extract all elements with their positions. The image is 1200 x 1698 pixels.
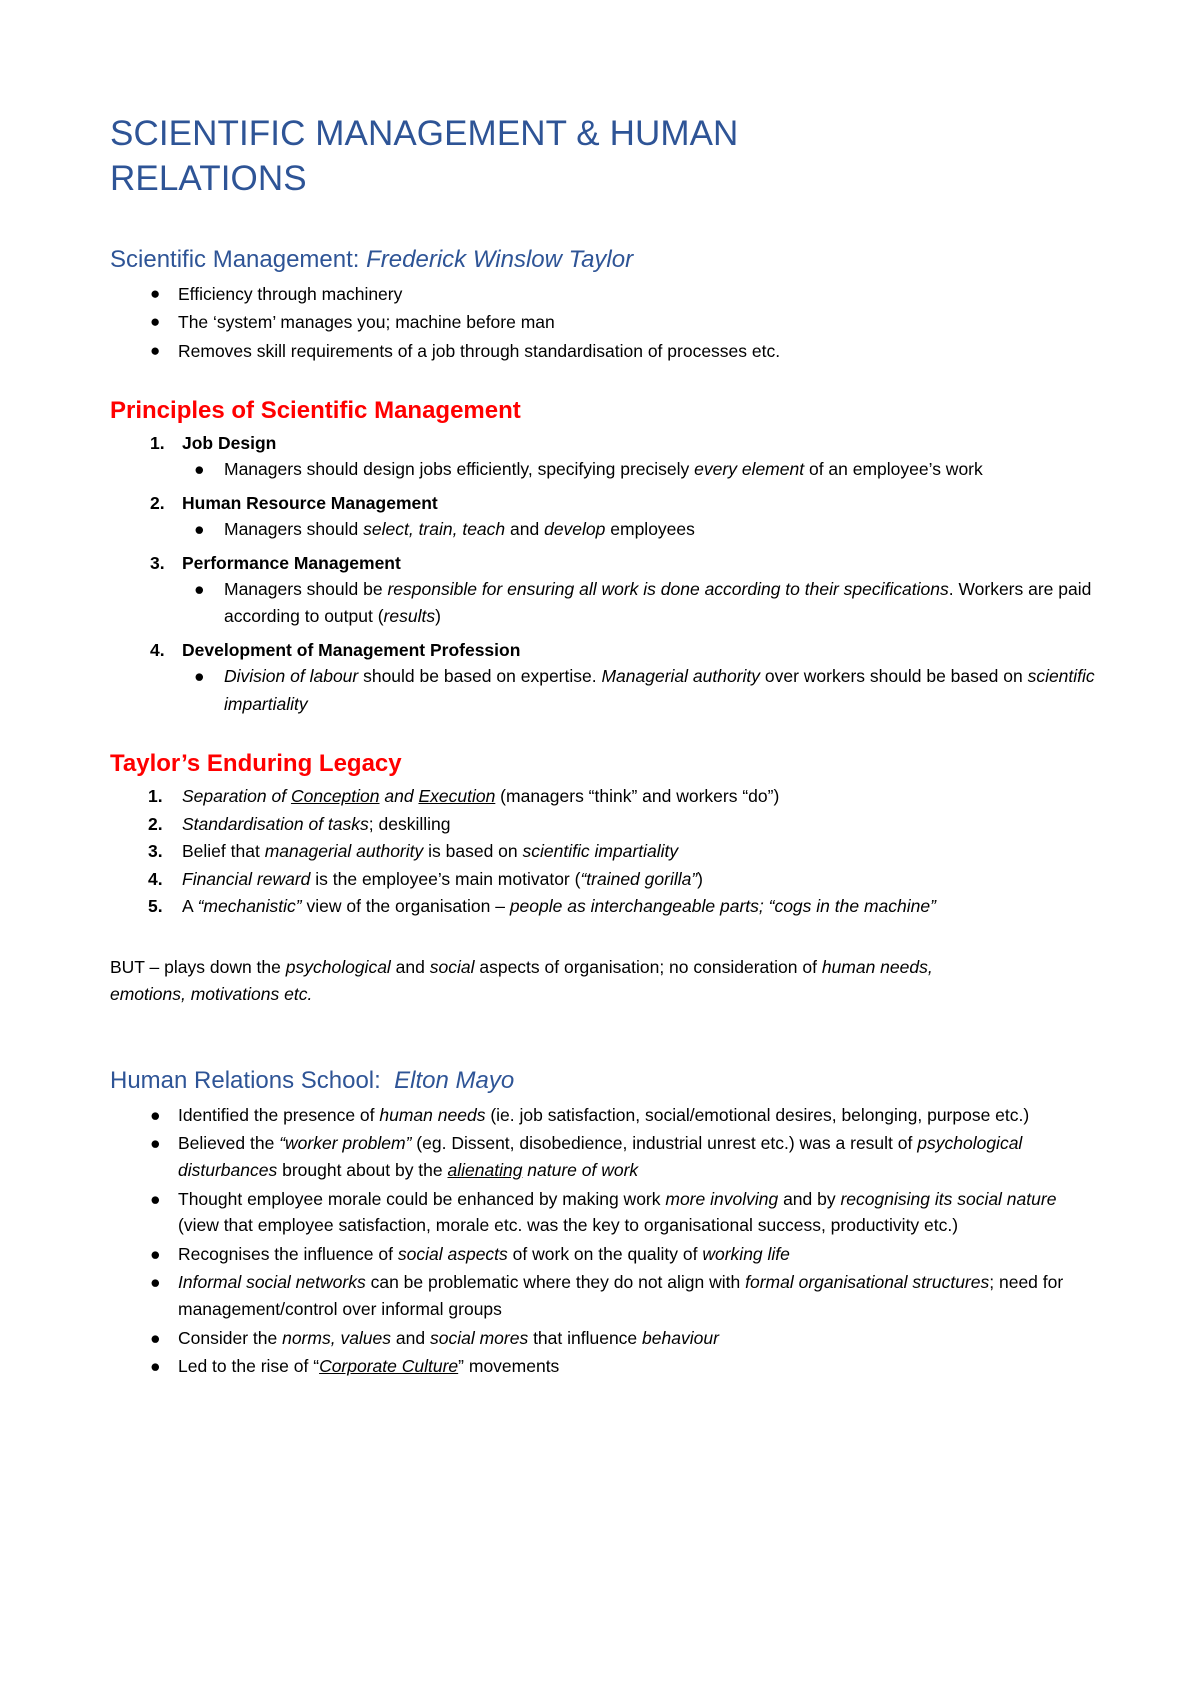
list-item	[182, 576, 1100, 631]
list-item	[110, 1186, 1100, 1239]
detail-text-mid: and	[505, 519, 545, 540]
legacy-text-3: is based on	[423, 841, 523, 862]
detail-text-pre: Managers should	[224, 519, 364, 540]
detail-text-mid-2: over workers should be based on	[760, 666, 1028, 687]
legacy-underlined-conception: Conception	[290, 786, 380, 807]
bullet-icon: ●	[150, 1104, 161, 1125]
section-heading-legacy: Taylor’s Enduring Legacy	[110, 749, 402, 777]
legacy-text-2: is the employee’s main motivator (	[310, 868, 581, 889]
mayo-text-2: and by	[778, 1188, 841, 1209]
detail-text-pre: Managers should be	[224, 579, 388, 600]
principle-detail-list	[182, 516, 1100, 543]
principle-title: Job Design	[182, 432, 277, 453]
list-number: 4.	[148, 868, 163, 889]
legacy-underlined-execution: Execution	[418, 786, 496, 807]
caveat-emphasis-psychological: psychological	[285, 957, 391, 978]
mayo-emphasis-3: nature of work	[522, 1160, 639, 1181]
list-number: 3.	[148, 841, 163, 862]
mayo-emphasis-1: norms, values	[282, 1327, 392, 1348]
detail-text-emphasis: Division of labour	[224, 666, 359, 687]
list-item	[110, 783, 1100, 810]
list-item	[110, 1325, 1100, 1352]
heading-label: Human Relations School:	[110, 1066, 381, 1094]
mayo-text-1: Led to the rise of “	[178, 1356, 320, 1377]
principle-detail-list	[182, 576, 1100, 631]
bullet-icon: ●	[150, 1243, 161, 1264]
mayo-text-2: ” movements	[458, 1356, 560, 1377]
section-heading-scientific-management	[110, 244, 1100, 275]
bullet-icon: ●	[150, 1133, 161, 1154]
list-number: 5.	[148, 896, 163, 917]
heading-label: Scientific Management:	[110, 245, 360, 273]
legacy-text-1: A	[182, 896, 198, 917]
list-item	[110, 893, 1100, 920]
list-number: 2.	[148, 813, 163, 834]
mayo-text-3: brought about by the	[277, 1160, 448, 1181]
detail-text-emphasis-3: scientific impartiality	[224, 666, 1095, 714]
detail-text-mid: should be based on expertise.	[358, 666, 602, 687]
caveat-emphasis-human-needs: human needs, emotions, motivations etc.	[110, 957, 933, 1005]
list-item	[110, 430, 1100, 484]
page-title: SCIENTIFIC MANAGEMENT & HUMAN RELATIONS	[110, 114, 739, 198]
detail-text-pre: Managers should design jobs efficiently, specifying precisely	[224, 459, 695, 480]
detail-text-post: )	[435, 606, 441, 627]
list-item-text: Removes skill requirements of a job through standardisation of processes etc.	[178, 340, 781, 361]
section-spacer	[110, 1009, 1100, 1065]
legacy-text-2: and	[379, 786, 419, 807]
bullet-icon: ●	[150, 340, 161, 360]
legacy-text-4: scientific impartiality	[522, 841, 679, 862]
mayo-emphasis-2: psychological disturbances	[178, 1133, 1023, 1181]
caveat-emphasis-social: social	[429, 957, 475, 978]
legacy-text-3: (managers “think” and workers “do”)	[495, 786, 780, 807]
list-number: 3.	[150, 552, 165, 573]
mayo-text-1: can be problematic where they do not align with	[365, 1272, 746, 1293]
mayo-emphasis-1: Informal social networks	[178, 1272, 366, 1293]
detail-text-emphasis-2: Managerial authority	[601, 666, 761, 687]
mayo-emphasis-2: social mores	[429, 1327, 529, 1348]
legacy-text-1: Belief that	[182, 841, 265, 862]
mayo-text-1: Consider the	[178, 1327, 283, 1348]
list-item-text: Efficiency through machinery	[178, 283, 403, 304]
legacy-text-3: view of the organisation –	[301, 896, 510, 917]
mayo-underlined-alienating: alienating	[447, 1160, 523, 1181]
mayo-emphasis-1: “worker problem”	[279, 1133, 412, 1154]
bullet-icon: ●	[150, 1356, 161, 1377]
bullet-icon: ●	[150, 283, 161, 303]
principle-title: Human Resource Management	[182, 492, 438, 513]
mayo-text-1: Identified the presence of	[178, 1104, 380, 1125]
list-item	[110, 866, 1100, 893]
mayo-text-2: ; need for management/control over informal groups	[178, 1272, 1064, 1319]
principle-title: Performance Management	[182, 552, 401, 573]
list-item	[110, 1353, 1100, 1380]
mayo-text-2: and	[391, 1327, 430, 1348]
legacy-text-1: Financial reward	[182, 868, 311, 889]
detail-text-post: of an employee’s work	[804, 459, 983, 480]
detail-text-emphasis-2: results	[383, 606, 436, 627]
mayo-text-2: of work on the quality of	[507, 1243, 703, 1264]
section-heading-human-relations	[110, 1065, 1100, 1096]
mayo-text-1: Thought employee morale could be enhanced by making work	[178, 1188, 666, 1209]
bullet-icon: ●	[194, 519, 205, 540]
mayo-text-3: that influence	[528, 1327, 643, 1348]
legacy-text-4: people as interchangeable parts; “cogs in the machine”	[509, 896, 936, 917]
heading-author: Elton Mayo	[394, 1066, 515, 1094]
bullet-icon: ●	[194, 579, 205, 600]
mayo-emphasis-3: behaviour	[642, 1327, 719, 1348]
human-relations-bullets	[110, 1102, 1100, 1380]
section-heading-principles: Principles of Scientific Management	[110, 396, 521, 424]
mayo-emphasis-1: human needs	[379, 1104, 486, 1125]
list-item	[110, 637, 1100, 718]
list-item	[110, 1241, 1100, 1268]
list-number: 1.	[150, 432, 165, 453]
mayo-text-1: Believed the	[178, 1133, 280, 1154]
principles-list	[110, 430, 1100, 718]
list-item	[110, 838, 1100, 865]
list-item	[110, 811, 1100, 838]
detail-text-emphasis-2: develop	[544, 519, 606, 540]
bullet-icon: ●	[194, 666, 205, 687]
heading-author: Frederick Winslow Taylor	[366, 245, 634, 273]
list-item	[182, 663, 1100, 718]
legacy-text-1: Separation of	[182, 786, 291, 807]
detail-text-emphasis: every element	[694, 459, 805, 480]
mayo-emphasis-2: formal organisational structures	[745, 1272, 990, 1293]
detail-text-emphasis: select, train, teach	[363, 519, 506, 540]
list-item	[110, 550, 1100, 631]
list-item	[110, 281, 1100, 308]
legacy-text-4: )	[697, 868, 703, 889]
mayo-emphasis-2: recognising its social nature	[840, 1188, 1057, 1209]
mayo-text-2: (eg. Dissent, disobedience, industrial unrest etc.) was a result of	[411, 1133, 918, 1154]
list-number: 2.	[150, 492, 165, 513]
mayo-emphasis-2: working life	[702, 1243, 790, 1264]
legacy-text-1: Standardisation of tasks	[182, 813, 369, 834]
list-item	[182, 516, 1100, 543]
caveat-text-2: and	[390, 957, 430, 978]
principle-detail-list	[182, 456, 1100, 483]
list-item	[110, 1269, 1100, 1322]
caveat-paragraph	[110, 954, 990, 1009]
detail-text-emphasis: responsible for ensuring all work is done according to their specifications	[387, 579, 949, 600]
mayo-emphasis-1: social aspects	[397, 1243, 508, 1264]
detail-text-post: employees	[605, 519, 695, 540]
caveat-text-3: aspects of organisation; no consideration of	[474, 957, 822, 978]
list-item	[182, 456, 1100, 483]
legacy-text-2: ; deskilling	[368, 813, 451, 834]
principle-title: Development of Management Profession	[182, 639, 521, 660]
list-item	[110, 338, 1100, 365]
list-item	[110, 490, 1100, 544]
bullet-icon: ●	[150, 1327, 161, 1348]
list-number: 1.	[148, 786, 163, 807]
bullet-icon: ●	[150, 1188, 161, 1209]
mayo-text-2: (ie. job satisfaction, social/emotional desires, belonging, purpose etc.)	[485, 1104, 1030, 1125]
mayo-emphasis-1: more involving	[665, 1188, 779, 1209]
scientific-management-bullets	[110, 281, 1100, 365]
list-item-text: The ‘system’ manages you; machine before man	[178, 312, 555, 333]
legacy-text-3: “trained gorilla”	[580, 868, 698, 889]
legacy-text-2: “mechanistic”	[197, 896, 302, 917]
mayo-underlined-corporate-culture: Corporate Culture	[319, 1356, 459, 1377]
bullet-icon: ●	[194, 459, 205, 480]
list-number: 4.	[150, 639, 165, 660]
bullet-icon: ●	[150, 312, 161, 332]
list-item	[110, 1102, 1100, 1129]
principle-detail-list	[182, 663, 1100, 718]
legacy-list	[110, 783, 1100, 920]
caveat-text-1: BUT – plays down the	[110, 957, 286, 978]
mayo-text-1: Recognises the influence of	[178, 1243, 398, 1264]
detail-text-mid: . Workers are paid according to output (	[224, 579, 1092, 627]
legacy-text-2: managerial authority	[264, 841, 424, 862]
list-item	[110, 309, 1100, 336]
list-item	[110, 1130, 1100, 1183]
mayo-text-3: (view that employee satisfaction, morale etc. was the key to organisational success, productivity etc.)	[178, 1215, 959, 1236]
bullet-icon: ●	[150, 1272, 161, 1293]
